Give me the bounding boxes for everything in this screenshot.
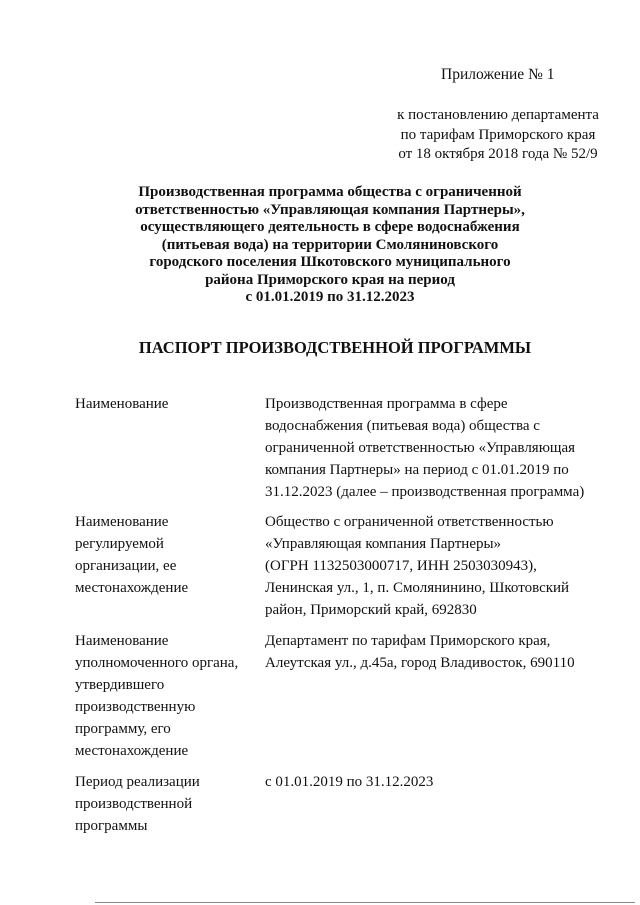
label-line: программу, его [75,721,171,737]
value-line: район, Приморский край, 692830 [265,602,477,618]
title-line: (питьевая вода) на территории Смоляниновского [161,236,499,253]
label-line: производственную [75,699,196,715]
value-line: водоснабжения (питьевая вода) общества с [265,418,540,434]
value-line: компания Партнеры» на период с 01.01.2019 по [265,462,569,478]
scan-edge-line [95,902,635,903]
row-value [265,771,610,793]
decree-line: от 18 октября 2018 года № 52/9 [398,146,598,162]
label-line: местонахождение [75,743,189,759]
label-line: организации, ее [75,558,177,574]
label-line: уполномоченного органа, [75,655,239,671]
row-value [265,511,610,621]
title-line: ответственностью «Управляющая компания Партнеры», [135,201,525,218]
value-line: 31.12.2023 (далее – производственная программа) [265,484,585,500]
label-line: утвердившего [75,677,165,693]
value-line: ограниченной ответственностью «Управляющая [265,440,576,456]
value-line: (ОГРН 1132503000717, ИНН 2503030943), [265,558,537,574]
value-line: «Управляющая компания Партнеры» [265,536,502,552]
label-line: Наименование [75,396,169,412]
value-line: Ленинская ул., 1, п. Смолянинино, Шкотовский [265,580,570,596]
title-line: осуществляющего деятельность в сфере водоснабжения [140,219,520,235]
appendix-number: Приложение № 1 [441,66,555,83]
label-line: Наименование [75,633,169,649]
decree-line: по тарифам Приморского края [400,126,596,143]
decree-line: к постановлению департамента [397,107,599,123]
decree-reference [392,106,604,165]
row-label [75,511,260,599]
row-label [75,630,260,762]
row-label [75,393,260,415]
row-value [265,393,610,503]
title-line: Производственная программа общества с ограниченной [138,184,522,200]
value-line: Департамент по тарифам Приморского края, [265,633,551,649]
label-line: Период реализации [75,774,200,790]
title-line: с 01.01.2019 по 31.12.2023 [245,289,415,305]
passport-heading: ПАСПОРТ ПРОИЗВОДСТВЕННОЙ ПРОГРАММЫ [138,338,532,357]
value-line: с 01.01.2019 по 31.12.2023 [265,774,434,790]
row-label [75,771,260,837]
label-line: Наименование [75,514,169,530]
row-value [265,630,610,674]
label-line: программы [75,818,148,834]
value-line: Общество с ограниченной ответственностью [265,514,554,530]
label-line: регулируемой [75,536,164,552]
program-title [120,184,540,307]
label-line: местонахождение [75,580,189,596]
title-line: района Приморского края на период [205,271,455,288]
value-line: Производственная программа в сфере [265,396,508,412]
title-line: городского поселения Шкотовского муниципального [149,254,511,270]
label-line: производственной [75,796,193,812]
value-line: Алеутская ул., д.45а, город Владивосток, 690110 [265,655,575,671]
